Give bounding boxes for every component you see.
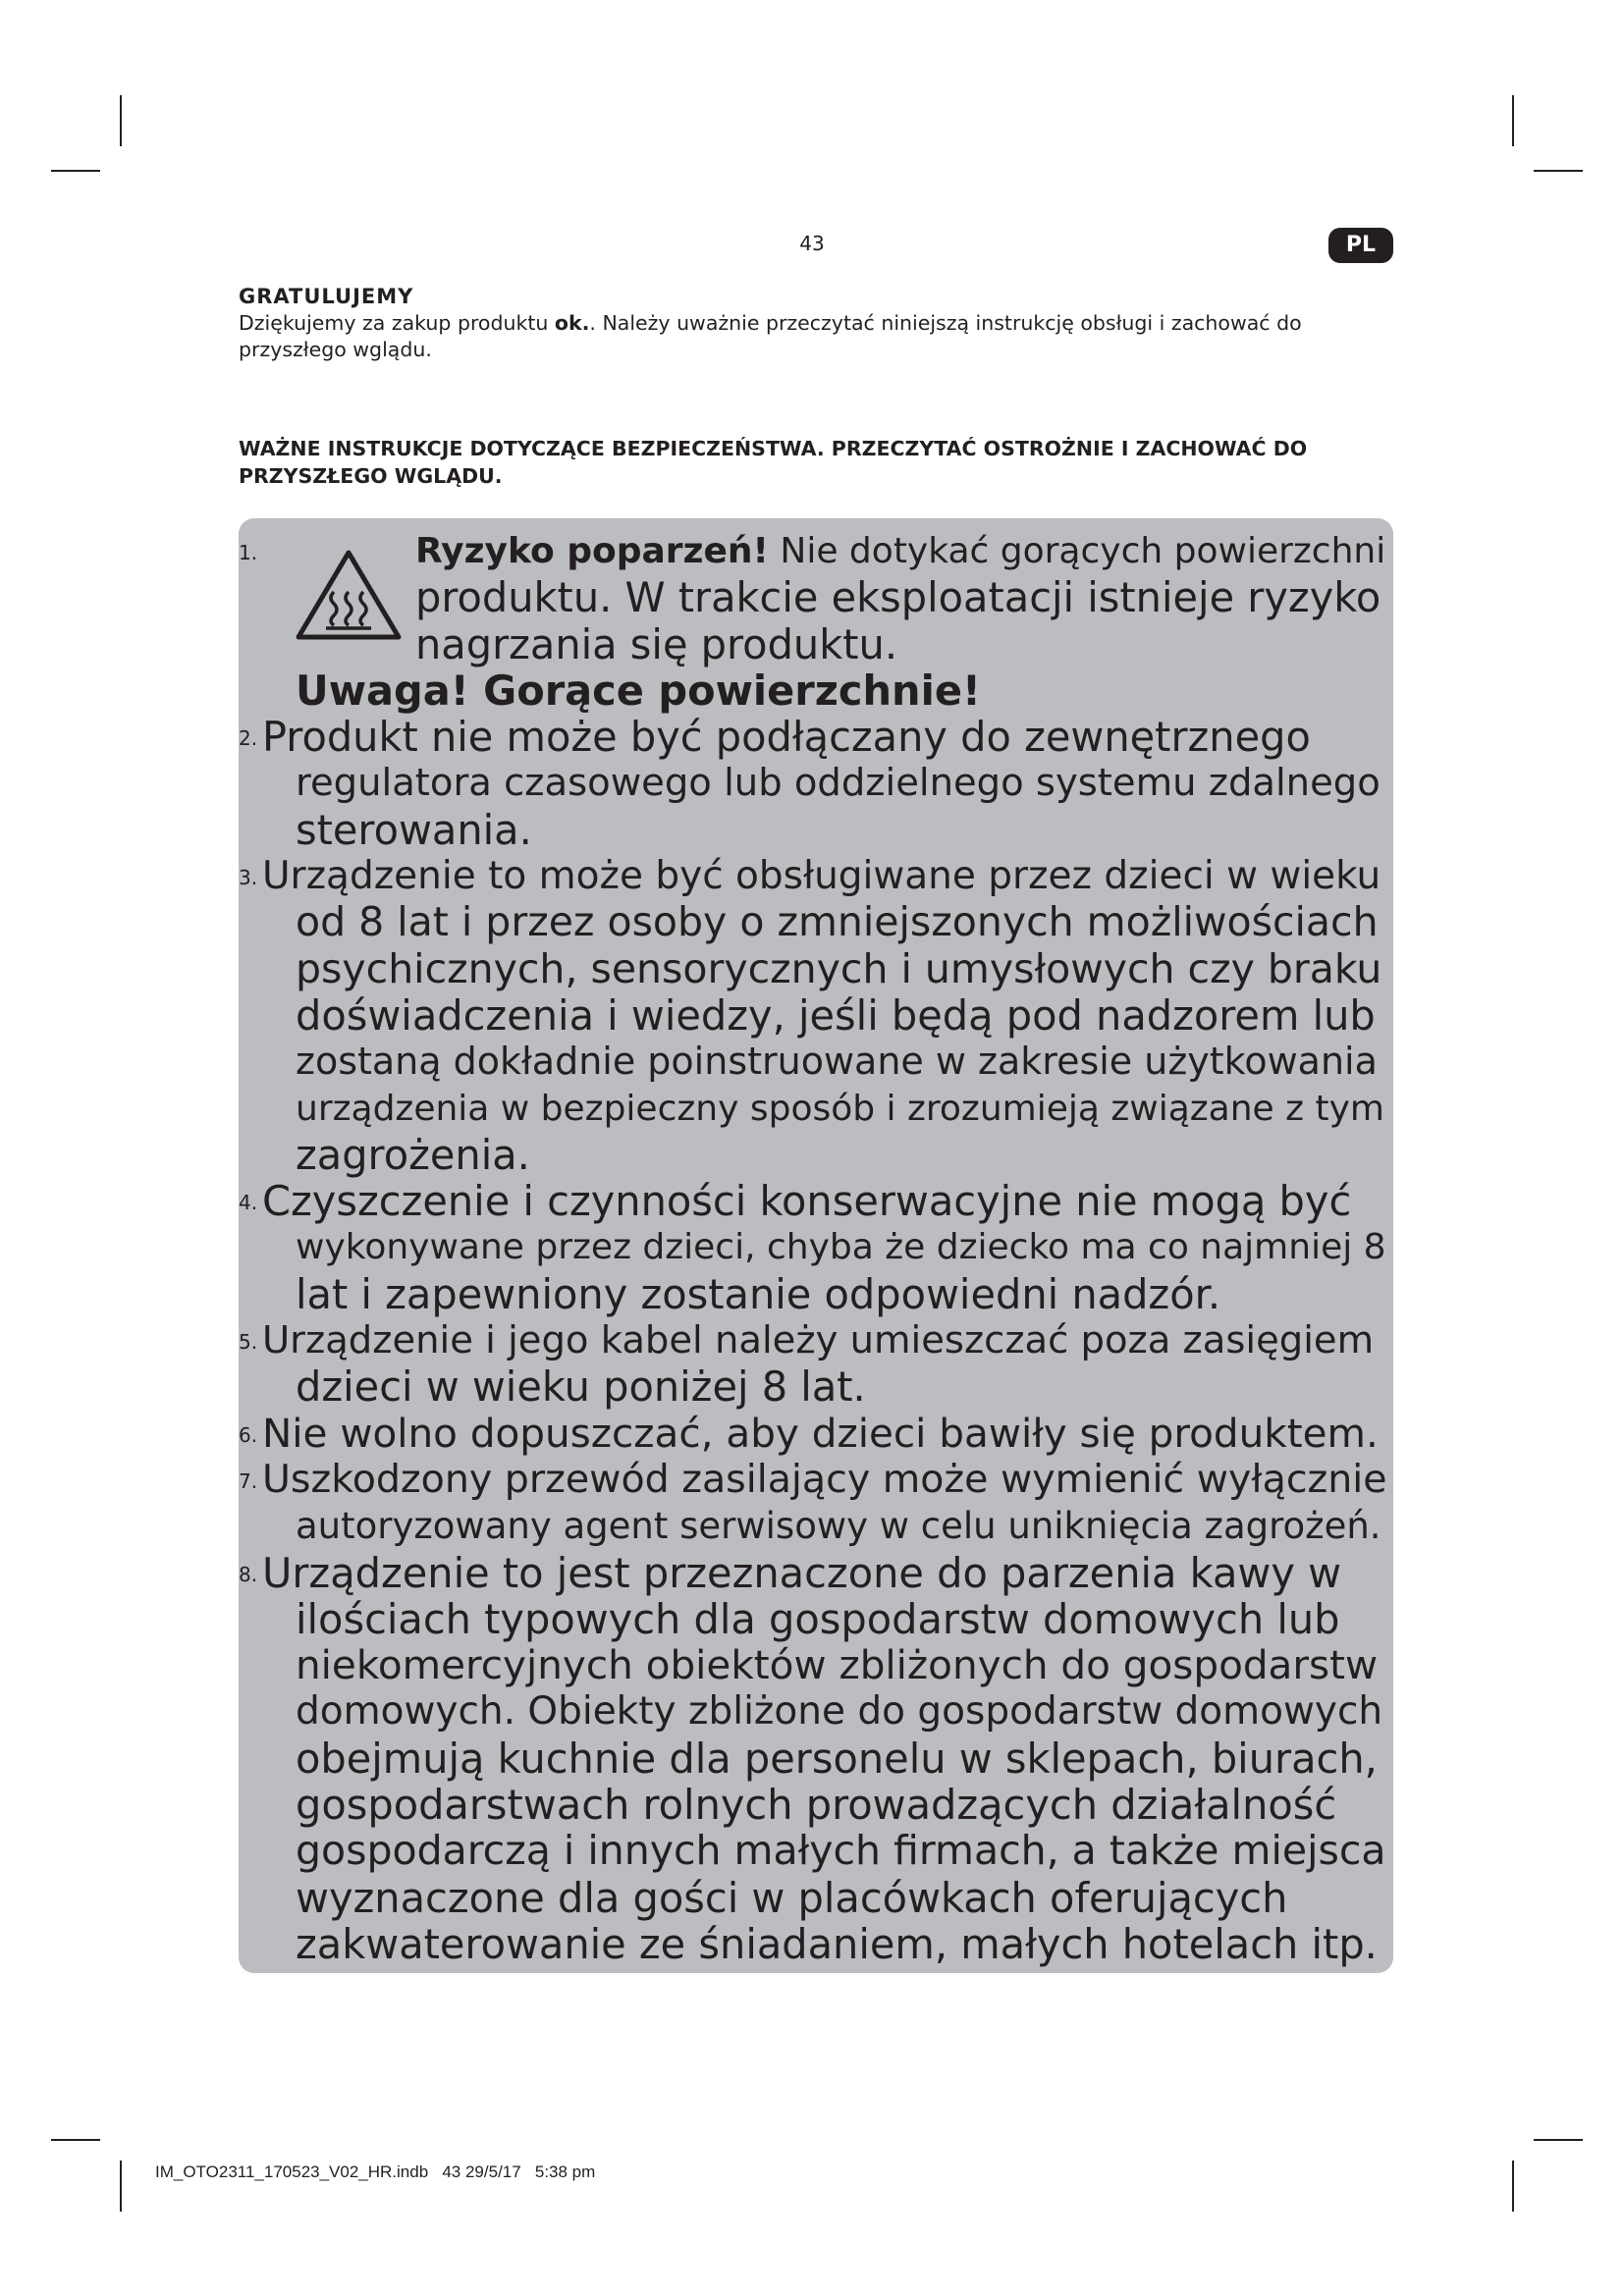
item-line: gospodarczą i innych małych firmach, a także miejsca <box>296 1827 1386 1875</box>
item-number: 1. <box>239 541 258 564</box>
item-line: gospodarstwach rolnych prowadzących działalność <box>296 1781 1337 1830</box>
item-line: domowych. Obiekty zbliżone do gospodarstw domowych <box>296 1689 1383 1735</box>
item-line: wyznaczone dla gości w placówkach oferujących <box>296 1873 1288 1922</box>
crop-mark-bottom-right-h <box>1534 2139 1583 2141</box>
item-line: Produkt nie może być podłączany do zewnętrznego <box>262 713 1311 762</box>
hot-surface-warning-icon <box>295 548 403 642</box>
safety-item-1 <box>239 528 1393 715</box>
item-line: zostaną dokładnie poinstruowane w zakresie użytkowania <box>296 1040 1378 1084</box>
hazard-line-3: nagrzania się produktu. <box>415 619 898 668</box>
item-line: niekomercyjnych obiektów zbliżonych do gospodarstw <box>296 1641 1379 1689</box>
intro-title: GRATULUJEMY <box>239 285 414 308</box>
intro-text-before: Dziękujemy za zakup produktu <box>239 311 555 335</box>
item-line: ilościach typowych dla gospodarstw domowych lub <box>296 1594 1340 1643</box>
item-line: obejmują kuchnie dla personelu w sklepach, biurach, <box>296 1734 1378 1783</box>
item-line: autoryzowany agent serwisowy w celu uniknięcia zagrożeń. <box>296 1505 1381 1548</box>
item-line: wykonywane przez dzieci, chyba że dziecko ma co najmniej 8 <box>296 1227 1386 1268</box>
crop-mark-bottom-right-v <box>1512 2161 1514 2212</box>
item-line: zagrożenia. <box>296 1130 530 1179</box>
item-line: doświadczenia i wiedzy, jeśli będą pod nadzorem lub <box>296 990 1376 1040</box>
item-number: 5. <box>239 1330 258 1355</box>
hazard-line-2: produktu. W trakcie eksploatacji istnieje ryzyko <box>415 573 1381 622</box>
item-line: dzieci w wieku poniżej 8 lat. <box>296 1362 866 1412</box>
item-line: urządzenia w bezpieczny sposób i zrozumieją związane z tym <box>296 1088 1384 1129</box>
language-badge: PL <box>1328 228 1393 263</box>
item-number: 7. <box>239 1469 258 1493</box>
intro-text <box>239 310 1393 363</box>
item-line: regulatora czasowego lub oddzielnego systemu zdalnego <box>296 761 1380 806</box>
item-number: 2. <box>239 726 258 751</box>
item-line: psychicznych, sensorycznych i umysłowych czy braku <box>296 944 1382 992</box>
crop-mark-top-left-h <box>51 170 100 172</box>
print-footer: IM_OTO2311_170523_V02_HR.indb 43 29/5/17 5:38 pm <box>155 2163 596 2181</box>
crop-mark-bottom-left-v <box>120 2161 122 2212</box>
item-line: Nie wolno dopuszczać, aby dzieci bawiły się produktem. <box>262 1409 1379 1457</box>
item-line: Urządzenie i jego kabel należy umieszczać poza zasięgiem <box>262 1318 1375 1363</box>
hot-surface-warning: Uwaga! Gorące powierzchnie! <box>296 666 981 715</box>
item-line: sterowania. <box>296 805 532 854</box>
item-line: Urządzenie to jest przeznaczone do parzenia kawy w <box>262 1548 1342 1597</box>
item-line: od 8 lat i przez osoby o zmniejszonych możliwościach <box>296 898 1379 946</box>
item-number: 6. <box>239 1422 258 1447</box>
item-number: 4. <box>239 1191 258 1215</box>
crop-mark-bottom-left-h <box>51 2139 100 2141</box>
crop-mark-top-right-h <box>1534 170 1583 172</box>
item-number: 8. <box>239 1562 258 1586</box>
brand-name: ok. <box>554 311 590 335</box>
hazard-text <box>415 528 1385 667</box>
item-line: Czyszczenie i czynności konserwacyjne nie mogą być <box>262 1177 1352 1226</box>
item-number: 3. <box>239 866 258 890</box>
hazard-line-1 <box>415 528 1385 574</box>
item-line: lat i zapewniony zostanie odpowiedni nadzór. <box>296 1269 1221 1318</box>
intro-section <box>239 285 1393 363</box>
item-line: zakwaterowanie ze śniadaniem, małych hotelach itp. <box>296 1919 1378 1968</box>
hazard-line-1-text: Nie dotykać gorących powierzchni <box>768 531 1386 571</box>
item-line: Uszkodzony przewód zasilający może wymienić wyłącznie <box>262 1457 1387 1502</box>
hazard-bold-lead: Ryzyko poparzeń! <box>415 531 769 571</box>
safety-heading: WAŻNE INSTRUKCJE DOTYCZĄCE BEZPIECZEŃSTWA. PRZECZYTAĆ OSTROŻNIE I ZACHOWAĆ DO PRZYSZŁEGO WGLĄDU. <box>239 437 1308 488</box>
page-number: 43 <box>799 232 825 255</box>
crop-mark-top-right-v <box>1512 95 1514 146</box>
intro-text-after: . Należy uważnie przeczytać niniejszą instrukcję obsługi i zachować do przyszłego wglądu. <box>239 311 1302 361</box>
crop-mark-top-left-v <box>120 95 122 146</box>
safety-instructions-box <box>239 518 1393 1973</box>
item-line: Urządzenie to może być obsługiwane przez dzieci w wieku <box>262 854 1381 899</box>
